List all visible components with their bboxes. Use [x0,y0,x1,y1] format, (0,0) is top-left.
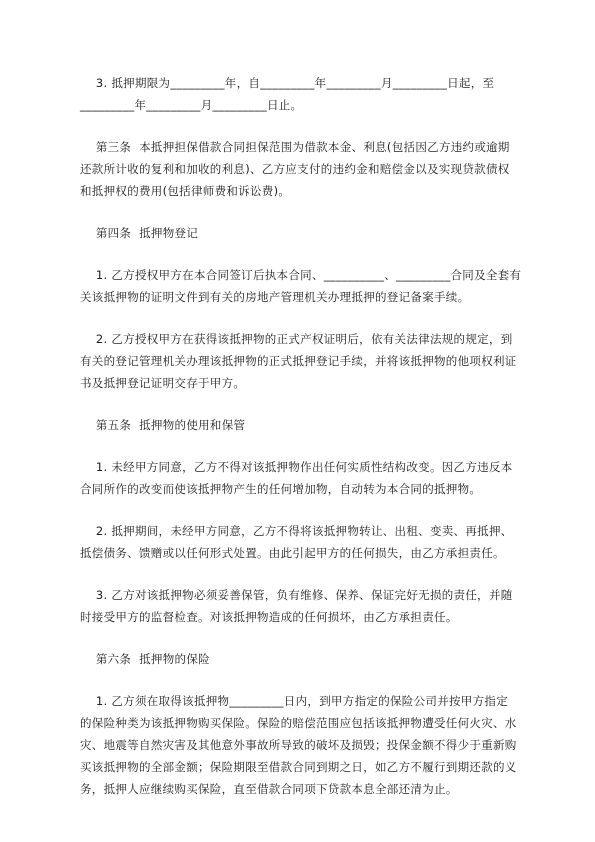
paragraph [80,584,520,628]
paragraph [80,690,520,800]
paragraph-line: 合同所作的改变而使该抵押物产生的任何增加物，自动转为本合同的抵押物。 [80,482,482,496]
paragraph [80,72,520,116]
heading-text: 第四条 抵押物登记 [80,226,199,240]
paragraph-line: 抵偿债务、馈赠或以任何形式处置。由此引起甲方的任何损失，由乙方承担责任。 [80,546,505,560]
paragraph-line: 和抵押权的费用(包括律师费和诉讼费)。 [80,184,291,198]
paragraph-line: 书及抵押登记证明交存于甲方。 [80,376,246,390]
paragraph [80,136,520,202]
paragraph-line: 灾、地震等自然灾害及其他意外事故所导致的破坏及损毁；投保金额不得少于重新购 [80,738,517,752]
paragraph [80,456,520,500]
paragraph-line: _________年_________月_________日止。 [80,98,303,112]
paragraph [80,520,520,564]
document-body [80,72,520,820]
paragraph [80,328,520,394]
section-heading [80,648,520,670]
paragraph-line: 第三条 本抵押担保借款合同担保范围为借款本金、利息(包括因乙方违约或逾期 [80,140,510,154]
section-heading [80,222,520,244]
paragraph-line: 务，抵押人应继续购买保险，直至借款合同项下贷款本息全部还清为止。 [80,782,458,796]
paragraph-line: 还款所计收的复利和加收的利息)、乙方应支付的违约金和赔偿金以及实现贷款债权 [80,162,510,176]
paragraph-line: 1. 乙方须在取得该抵押物_________日内，到甲方指定的保险公司并按甲方指定 [80,694,508,708]
paragraph-line: 时接受甲方的监督检查。对该抵押物造成的任何损坏，由乙方承担责任。 [80,610,458,624]
paragraph-line: 1. 未经甲方同意，乙方不得对该抵押物作出任何实质性结构改变。因乙方违反本 [80,460,513,474]
paragraph [80,264,520,308]
paragraph-line: 的保险种类为该抵押物购买保险。保险的赔偿范围应包括该抵押物遭受任何火灾、水 [80,716,517,730]
paragraph-line: 2. 抵押期间，未经甲方同意，乙方不得将该抵押物转让、出租、变卖、再抵押、 [80,524,513,538]
paragraph-line: 3. 乙方对该抵押物必须妥善保管，负有维修、保养、保证完好无损的责任，并随 [80,588,513,602]
paragraph-line: 3. 抵押期限为_________年，自_________年_________月_________日起，至 [80,76,495,90]
paragraph-line: 2. 乙方授权甲方在获得该抵押物的正式产权证明后，依有关法律法规的规定，到 [80,332,513,346]
paragraph-line: 关该抵押物的证明文件到有关的房地产管理机关办理抵押的登记备案手续。 [80,290,470,304]
heading-text: 第六条 抵押物的保险 [80,652,210,666]
paragraph-line: 买该抵押物的全部金额；保险期限至借款合同到期之日，如乙方不履行到期还款的义 [80,760,517,774]
section-heading [80,414,520,436]
paragraph-line: 有关的登记管理机关办理该抵押物的正式抵押登记手续，并将该抵押物的他项权利证 [80,354,517,368]
heading-text: 第五条 抵押物的使用和保管 [80,418,246,432]
paragraph-line: 1. 乙方授权甲方在本合同签订后执本合同、__________、_________合同及全套有 [80,268,522,282]
